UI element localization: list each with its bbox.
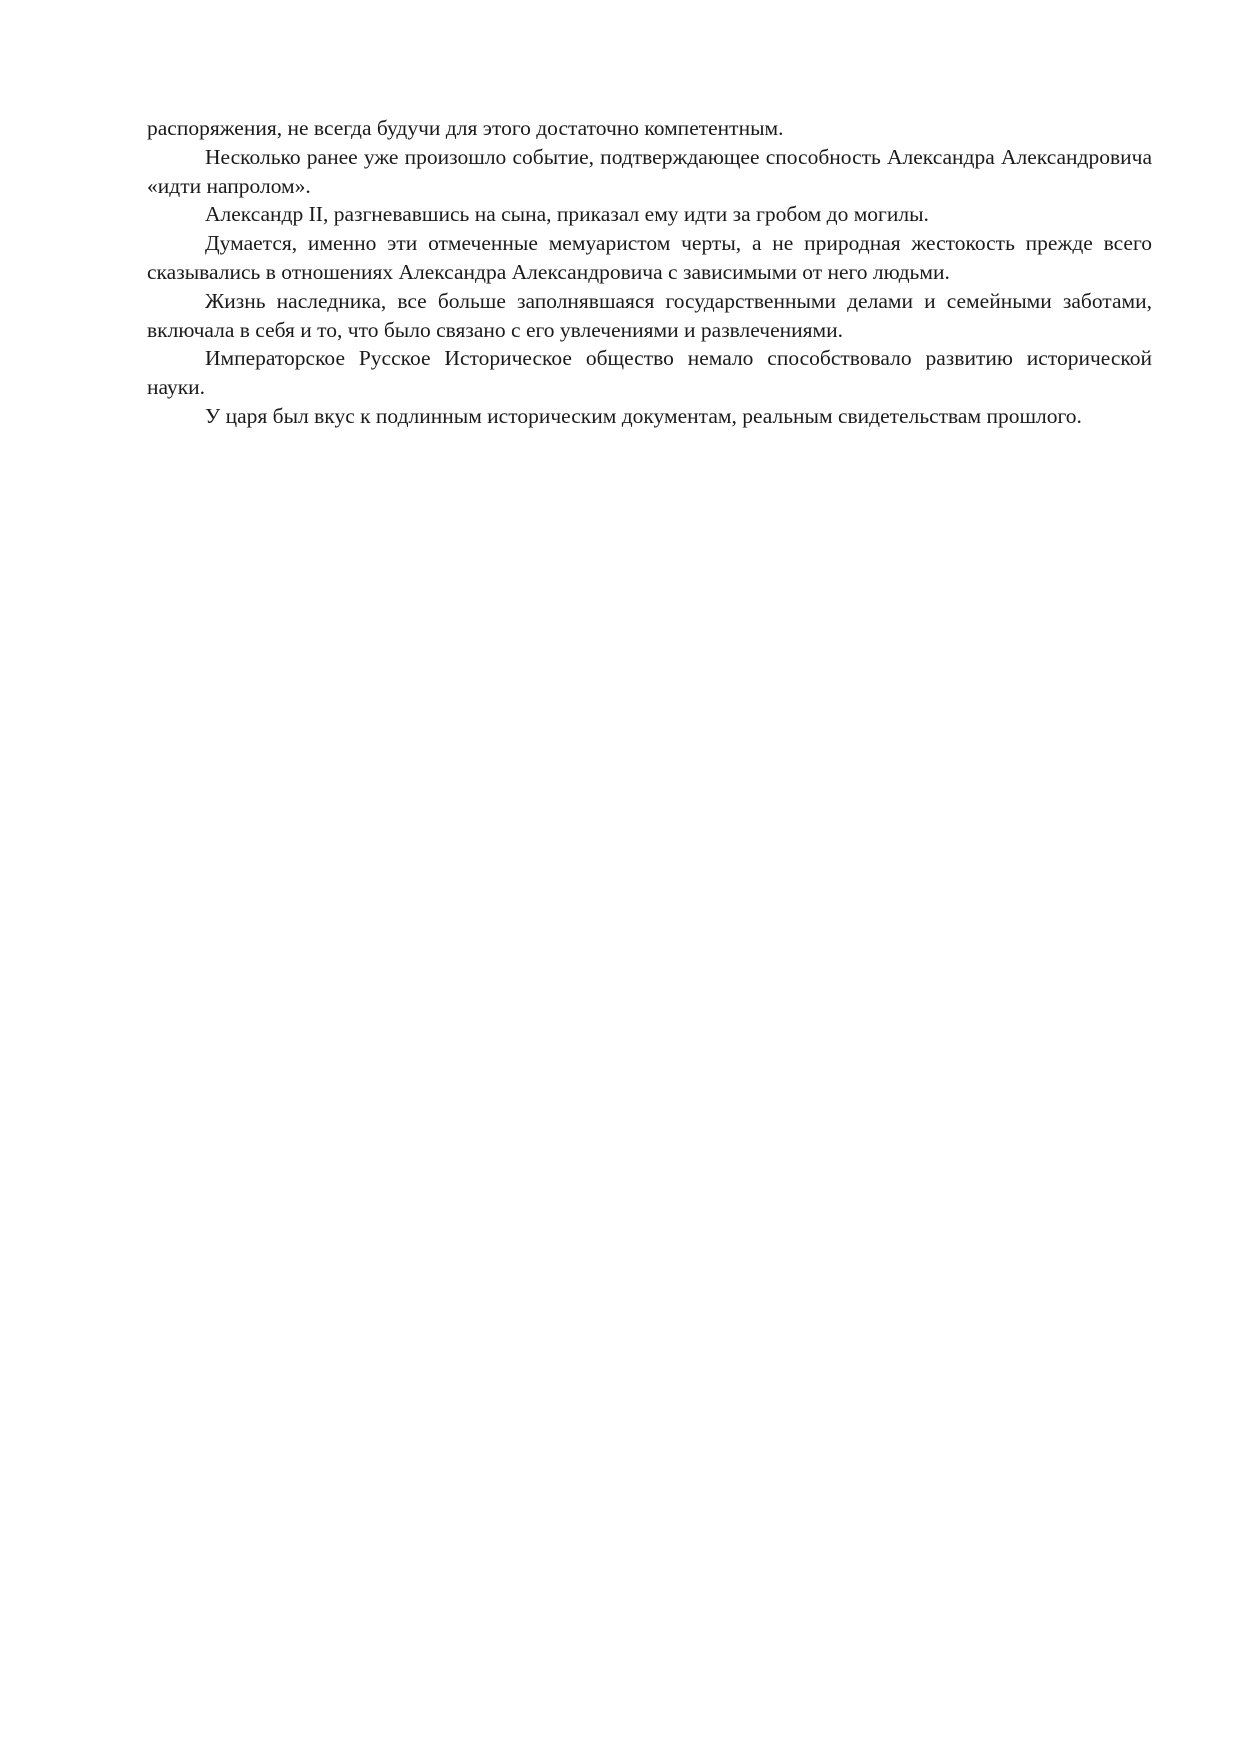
paragraph-7: У царя был вкус к подлинным историческим документам, реальным свидетельствам прошлого.	[205, 403, 1082, 428]
paragraph-3: Александр II, разгневавшись на сына, приказал ему идти за гробом до могилы.	[205, 202, 929, 227]
document-page	[147, 114, 1152, 431]
paragraph-2: Несколько ранее уже произошло событие, подтверждающее способность Александра Александровича «идти напролом».	[147, 144, 1152, 198]
paragraph-1: распоряжения, не всегда будучи для этого достаточно компетентным.	[147, 116, 784, 140]
paragraph-5: Жизнь наследника, все больше заполнявшаяся государственными делами и семейными заботами, включала в себя и то, что было связано с его увлечениями и развлечениями.	[147, 288, 1152, 342]
paragraph-4: Думается, именно эти отмеченные мемуаристом черты, а не природная жестокость прежде всего сказывались в отношениях Александра Александровича с зависимыми от него людьми.	[147, 231, 1152, 284]
paragraph-6: Императорское Русское Историческое общество немало способствовало развитию исторической науки.	[147, 346, 1152, 400]
